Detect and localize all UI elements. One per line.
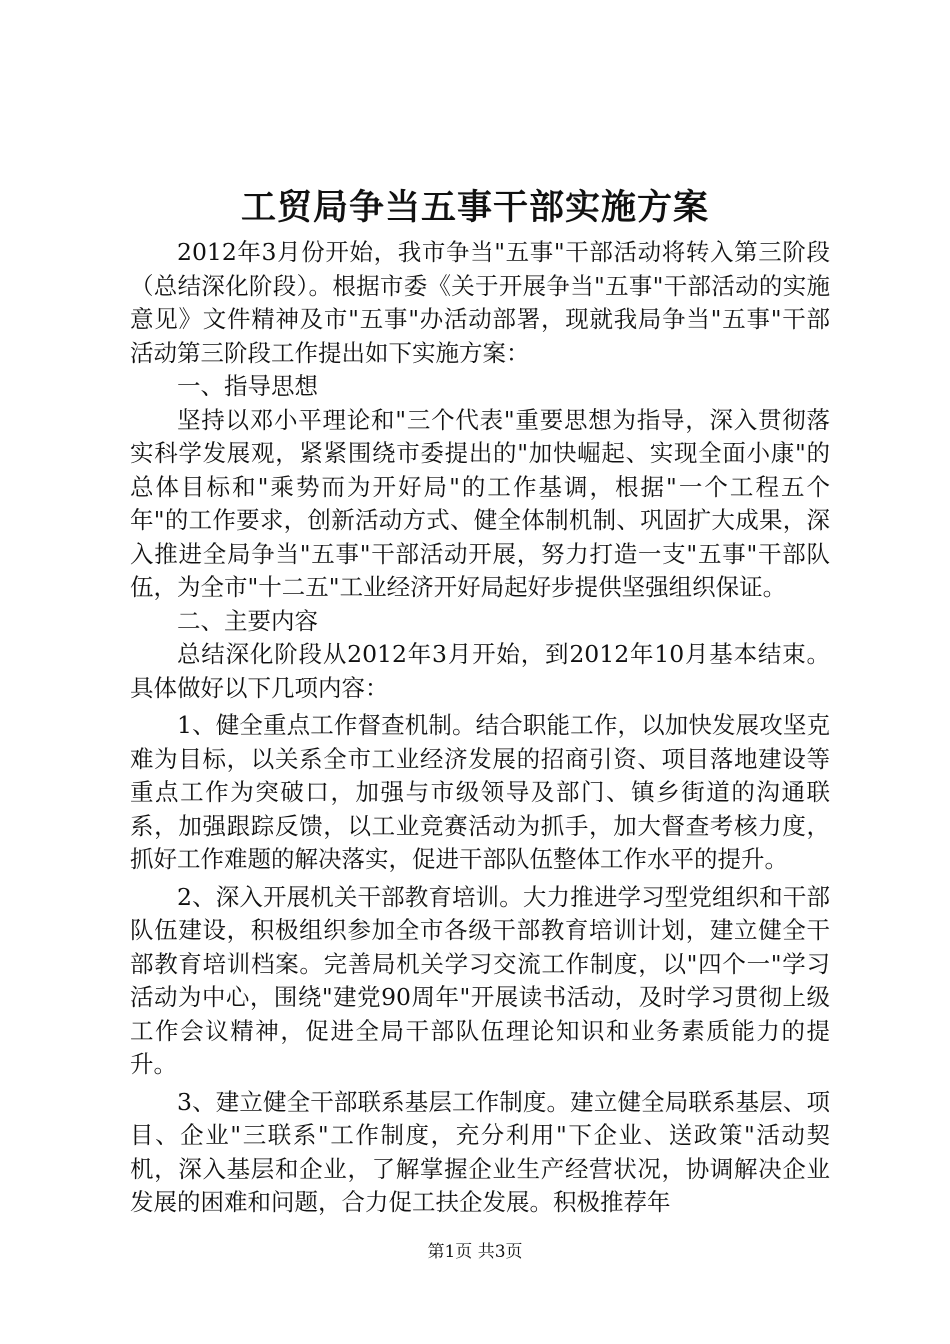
section-heading-main-content: 二、主要内容 xyxy=(177,606,318,635)
main-content-intro-paragraph: 总结深化阶段从2012年3月开始，到2012年10月基本结束。具体做好以下几项内容： xyxy=(130,640,830,702)
item-3-paragraph: 3、建立健全干部联系基层工作制度。建立健全局联系基层、项目、企业"三联系"工作制度，充分利用"下企业、送政策"活动契机，深入基层和企业，了解掌握企业生产经营状况，协调解决企业发展的困难和问题，合力促工扶企发展。积极推荐年 xyxy=(130,1087,830,1216)
page-footer: 第1页 共3页 xyxy=(427,1242,523,1262)
item-2-paragraph: 2、深入开展机关干部教育培训。大力推进学习型党组织和干部队伍建设，积极组织参加全市各级干部教育培训计划，建立健全干部教育培训档案。完善局机关学习交流工作制度，以"四个一"学习活动为中心，围绕"建党90周年"开展读书活动，及时学习贯彻上级工作会议精神，促进全局干部队伍理论知识和业务素质能力的提升。 xyxy=(130,882,830,1078)
document-body xyxy=(130,236,830,1220)
item-1-paragraph: 1、健全重点工作督查机制。结合职能工作，以加快发展攻坚克难为目标，以关系全市工业经济发展的招商引资、项目落地建设等重点工作为突破口，加强与市级领导及部门、镇乡街道的沟通联系，加强跟踪反馈，以工业竞赛活动为抓手，加大督查考核力度，抓好工作难题的解决落实，促进干部队伍整体工作水平的提升。 xyxy=(130,711,830,873)
document-title: 工贸局争当五事干部实施方案 xyxy=(240,187,709,228)
intro-paragraph: 2012年3月份开始，我市争当"五事"干部活动将转入第三阶段（总结深化阶段）。根据市委《关于开展争当"五事"干部活动的实施意见》文件精神及市"五事"办活动部署，现就我局争当"五事"干部活动第三阶段工作提出如下实施方案： xyxy=(130,238,830,367)
section-heading-guiding-ideology: 一、指导思想 xyxy=(177,372,318,400)
guiding-ideology-paragraph: 坚持以邓小平理论和"三个代表"重要思想为指导，深入贯彻落实科学发展观，紧紧围绕市委提出的"加快崛起、实现全面小康"的总体目标和"乘势而为开好局"的工作基调，根据"一个工程五个年"的工作要求，创新活动方式、健全体制机制、巩固扩大成果，深入推进全局争当"五事"干部活动开展，努力打造一支"五事"干部队伍，为全市"十二五"工业经济开好局起好步提供坚强组织保证。 xyxy=(130,405,830,601)
